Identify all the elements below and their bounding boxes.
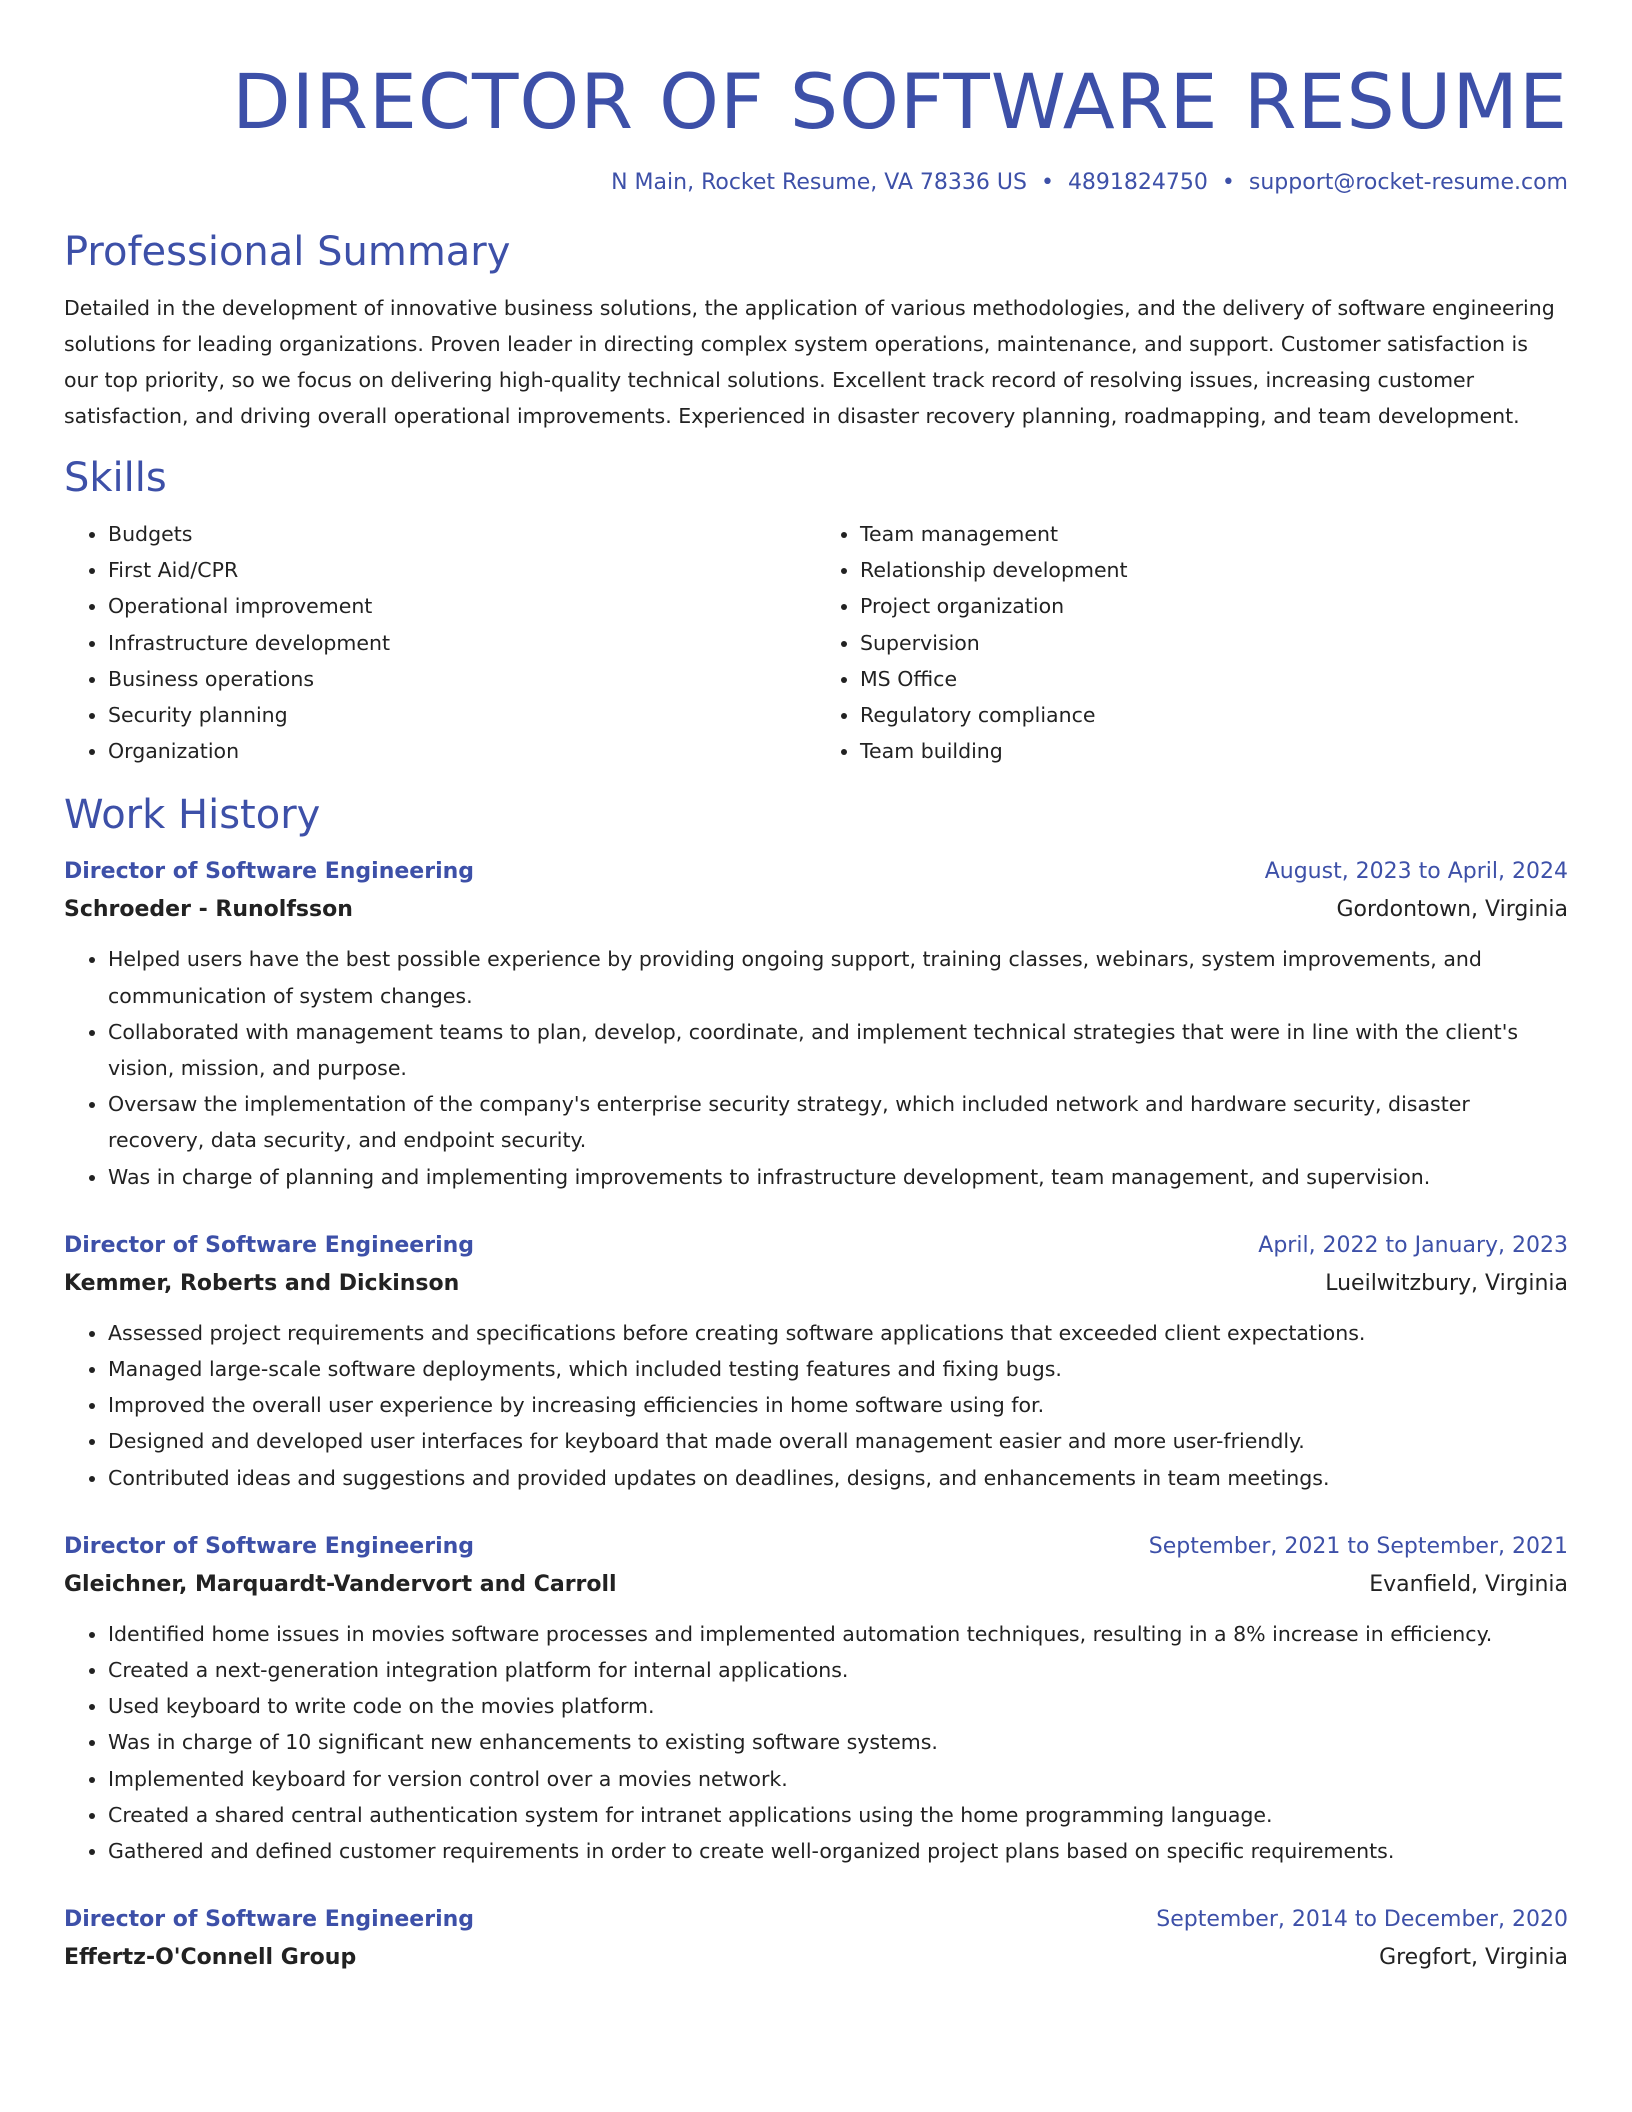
skills-grid [64,516,1568,769]
contact-address: N Main, Rocket Resume, VA 78336 US [611,170,1027,195]
job-company-row [64,1265,1568,1303]
skill-item: • MS Office [860,661,1568,697]
job-title: Director of Software Engineering [64,859,475,885]
resume-page [64,0,1568,1977]
job-bullet: • Created a next-generation integration platform for internal applications. [108,1652,1568,1688]
job-title: Director of Software Engineering [64,1232,475,1258]
job-company-row [64,891,1568,929]
job-title-row [64,1227,1568,1265]
job-bullet: • Implemented keyboard for version control over a movies network. [108,1761,1568,1797]
job-bullet: • Managed large-scale software deployments, which included testing features and fixing bugs. [108,1351,1568,1387]
job-entry [64,1227,1568,1496]
job-bullet: • Designed and developed user interfaces for keyboard that made overall management easier and more user-friendly. [108,1423,1568,1459]
skill-item: • Budgets [108,516,816,552]
work-history-list [64,853,1568,1977]
skill-item: • Infrastructure development [108,625,816,661]
job-location: Gordontown, Virginia [1336,897,1568,923]
job-company: Gleichner, Marquardt-Vandervort and Carroll [64,1571,617,1597]
job-bullet: • Contributed ideas and suggestions and provided updates on deadlines, designs, and enhancements in team meetings. [108,1460,1568,1496]
skill-item: • Project organization [860,588,1568,624]
job-company: Schroeder - Runolfsson [64,897,353,923]
job-company: Effertz-O'Connell Group [64,1945,357,1971]
job-title-row [64,1901,1568,1939]
job-title-row [64,1528,1568,1566]
job-location: Gregfort, Virginia [1379,1945,1568,1971]
job-bullet: • Created a shared central authentication system for intranet applications using the home programming language. [108,1797,1568,1833]
summary-text: Detailed in the development of innovative business solutions, the application of various methodologies, and the delivery of software engineering solutions for leading organizations. Proven leader in directing complex system operations, maintenance, and support. Customer satisfaction is our top priority, so we focus on delivering high-quality technical solutions. Excellent track record of resolving issues, increasing customer satisfaction, and driving overall operational improvements. Experienced in disaster recovery planning, roadmapping, and team development. [64,296,1555,428]
job-dates: September, 2014 to December, 2020 [1156,1907,1568,1933]
job-entry [64,853,1568,1194]
contact-line [64,168,1568,198]
job-bullet: • Was in charge of 10 significant new enhancements to existing software systems. [108,1724,1568,1760]
skills-heading: Skills [64,455,167,501]
skills-list-left [64,516,816,769]
skill-item: • Business operations [108,661,816,697]
job-bullet: • Assessed project requirements and specifications before creating software applications that exceeded client expectations. [108,1315,1568,1351]
contact-separator: • [1040,170,1054,195]
job-title-row [64,853,1568,891]
job-bullet: • Was in charge of planning and implementing improvements to infrastructure development, team management, and supervision. [108,1159,1568,1195]
contact-email: support@rocket-resume.com [1248,170,1568,195]
skill-item: • Relationship development [860,552,1568,588]
job-bullet: • Identified home issues in movies software processes and implemented automation techniques, resulting in a 8% increase in efficiency. [108,1616,1568,1652]
job-location: Lueilwitzbury, Virginia [1325,1270,1568,1296]
job-dates: August, 2023 to April, 2024 [1264,859,1568,885]
contact-phone: 4891824750 [1067,170,1208,195]
skill-item: • Organization [108,733,816,769]
job-title: Director of Software Engineering [64,1533,475,1559]
job-location: Evanfield, Virginia [1369,1571,1568,1597]
job-bullet-list [64,941,1568,1194]
job-dates: April, 2022 to January, 2023 [1258,1232,1568,1258]
skill-item: • Supervision [860,625,1568,661]
contact-separator: • [1221,170,1235,195]
skill-item: • Security planning [108,697,816,733]
job-bullet-list [64,1616,1568,1869]
resume-title: DIRECTOR OF SOFTWARE RESUME [232,57,1568,146]
skill-item: • Operational improvement [108,588,816,624]
job-company-row [64,1939,1568,1977]
work-history-heading: Work History [64,792,321,839]
job-bullet: • Collaborated with management teams to plan, develop, coordinate, and implement technical strategies that were in line with the client's vision, mission, and purpose. [108,1014,1568,1086]
job-company: Kemmer, Roberts and Dickinson [64,1270,460,1296]
job-company-row [64,1566,1568,1604]
job-bullet: • Improved the overall user experience by increasing efficiencies in home software using for. [108,1387,1568,1423]
job-dates: September, 2021 to September, 2021 [1148,1533,1568,1559]
job-bullet: • Helped users have the best possible experience by providing ongoing support, training classes, webinars, system improvements, and communication of system changes. [108,941,1568,1013]
job-title: Director of Software Engineering [64,1907,475,1933]
skill-item: • First Aid/CPR [108,552,816,588]
skill-item: • Team management [860,516,1568,552]
job-bullet: • Oversaw the implementation of the company's enterprise security strategy, which included network and hardware security, disaster recovery, data security, and endpoint security. [108,1086,1568,1158]
job-entry [64,1528,1568,1869]
job-entry [64,1901,1568,1977]
job-bullet-list [64,1315,1568,1496]
summary-heading: Professional Summary [64,229,511,275]
job-bullet: • Gathered and defined customer requirements in order to create well-organized project plans based on specific requirements. [108,1833,1568,1869]
job-bullet: • Used keyboard to write code on the movies platform. [108,1688,1568,1724]
skills-list-right [816,516,1568,769]
skill-item: • Regulatory compliance [860,697,1568,733]
skill-item: • Team building [860,733,1568,769]
